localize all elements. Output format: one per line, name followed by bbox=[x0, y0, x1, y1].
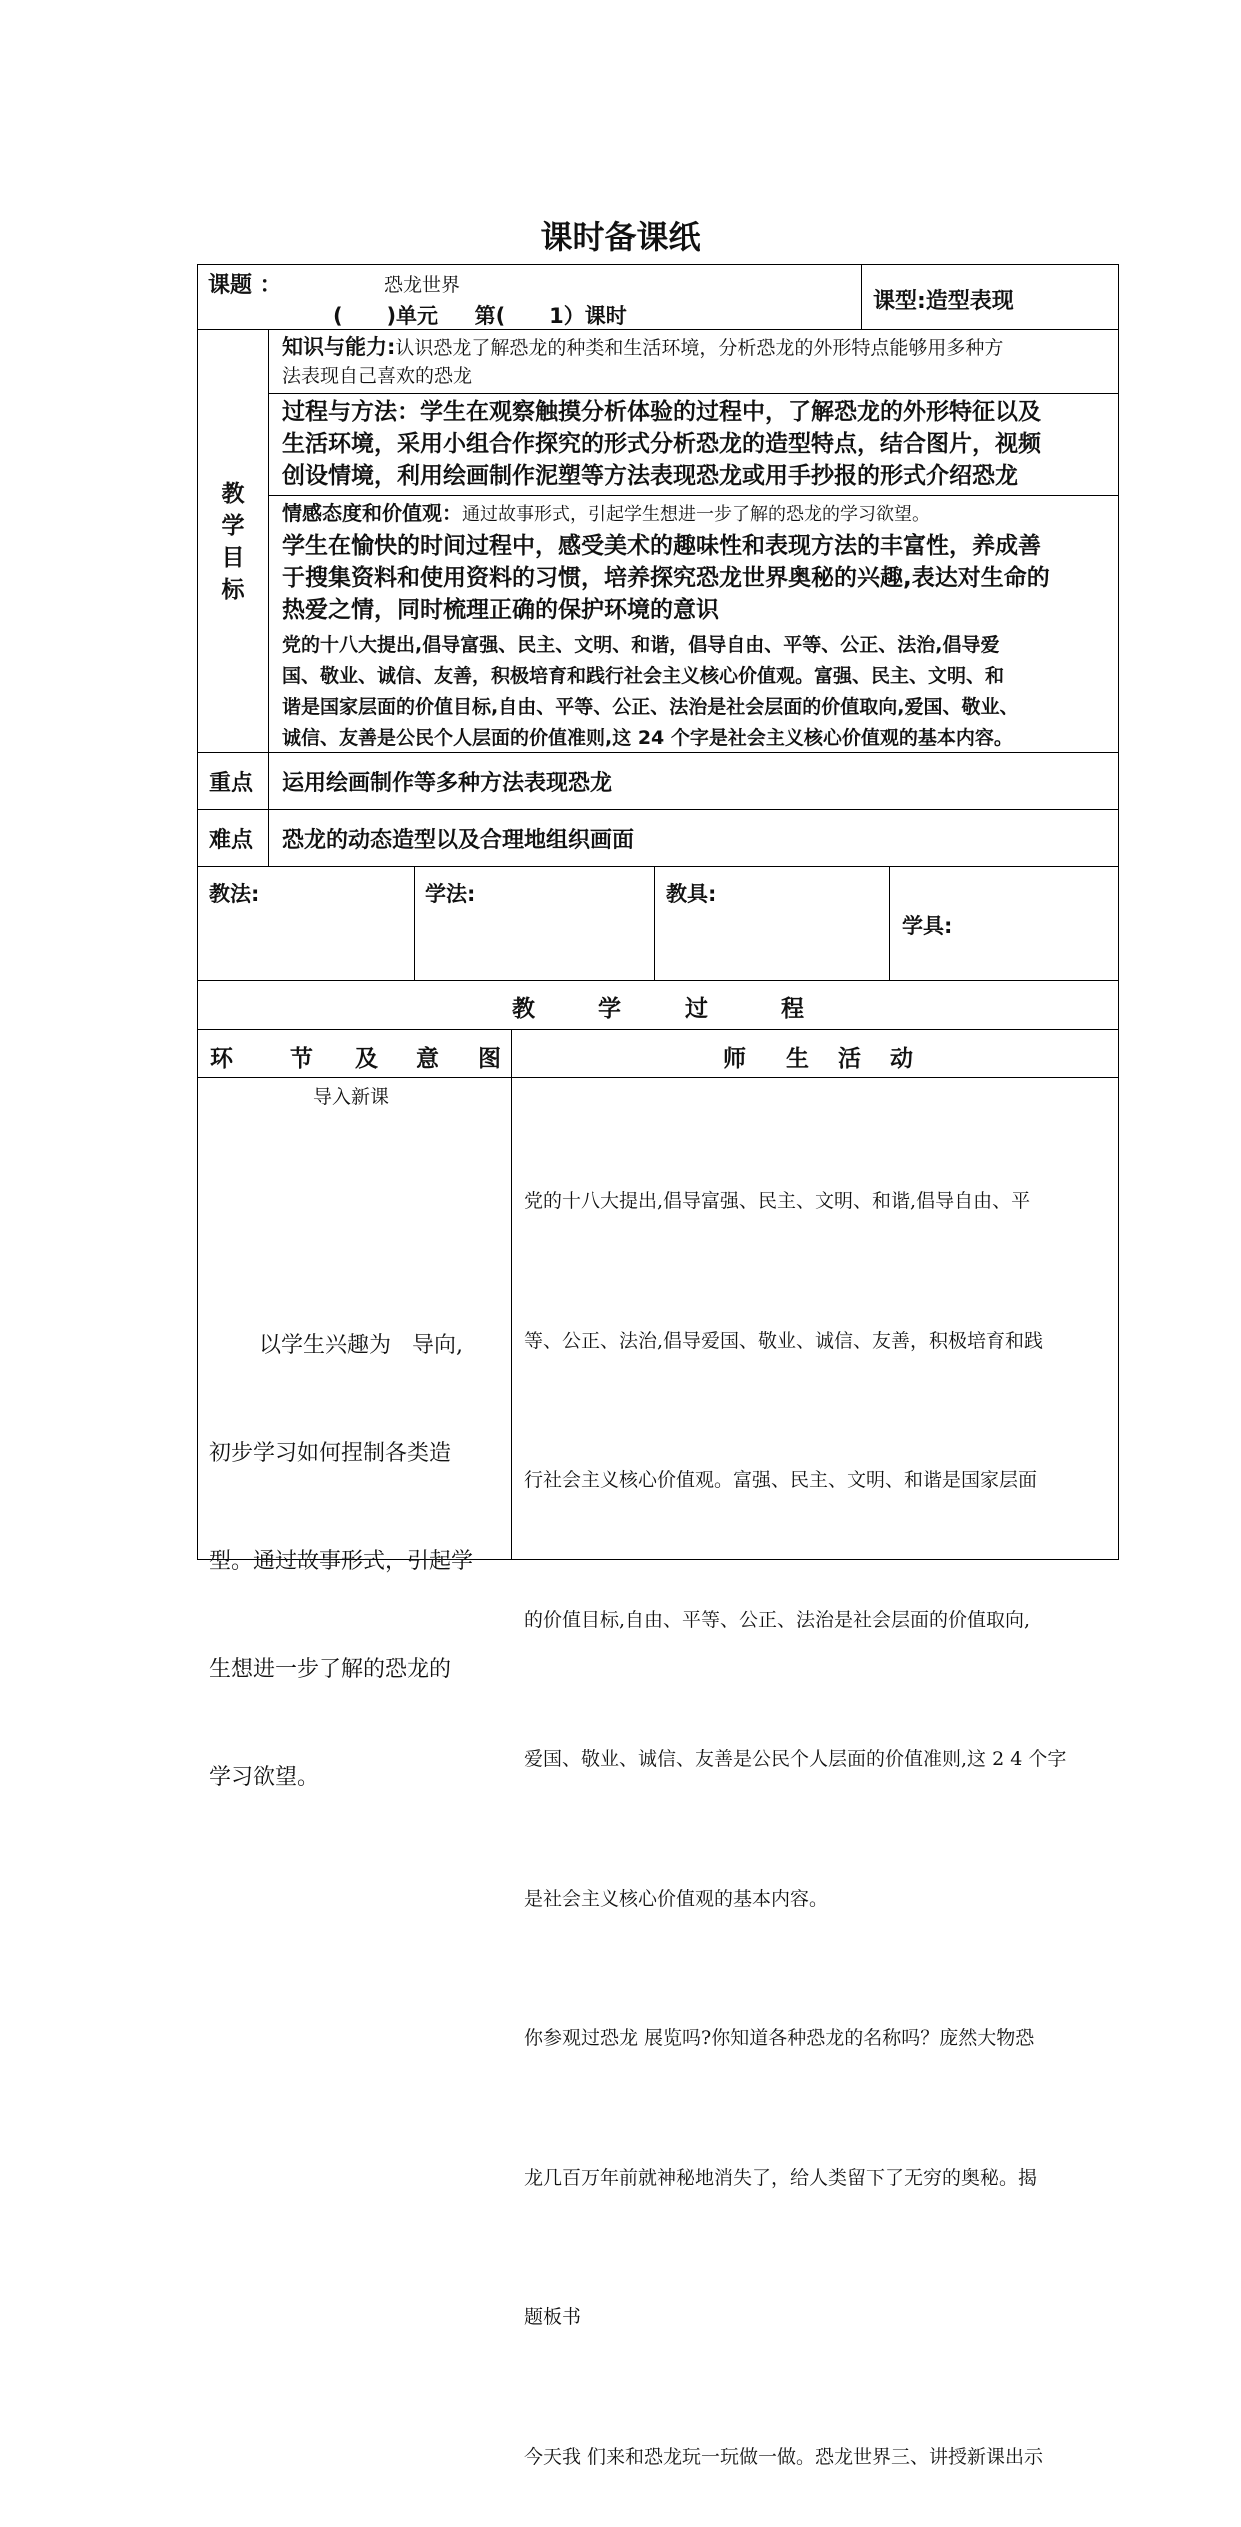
key-point-label: 重点 bbox=[209, 771, 254, 796]
col-header-right-char: 师 bbox=[723, 1046, 746, 1072]
table-border-right bbox=[1118, 264, 1119, 1560]
stage-line: 初步学习如何捏制各类造 bbox=[209, 1441, 452, 1466]
objective-emotion bbox=[282, 498, 1112, 754]
page-title: 课时备课纸 bbox=[540, 218, 701, 256]
activity-line: 龙几百万年前就神秘地消失了，给人类留下了无穷的奥秘。揭 bbox=[524, 2166, 1038, 2189]
activity-line: 你参观过恐龙 展览吗?你知道各种恐龙的名称吗？庞然大物恐 bbox=[524, 2027, 1035, 2049]
col-header-left-char: 图 bbox=[478, 1046, 501, 1072]
activity-line: 爱国、敬业、诚信、友善是公民个人层面的价值准则,这 2 4 个字 bbox=[524, 1748, 1067, 1770]
teacher-student-activity bbox=[524, 1085, 1114, 2527]
stage-line: 以学生兴趣为 导向, bbox=[259, 1333, 463, 1358]
row-divider bbox=[197, 1029, 1119, 1030]
process-heading-char: 学 bbox=[598, 996, 621, 1022]
objectives-label: 教 学 目 标 bbox=[221, 481, 245, 603]
process-heading-char: 程 bbox=[781, 996, 804, 1022]
values-line: 谐是国家层面的价值目标,自由、平等、公正、法治是社会层面的价值取向,爱国、敬业、 bbox=[282, 696, 1019, 718]
table-border-left bbox=[197, 264, 198, 1560]
col-divider bbox=[414, 866, 415, 980]
col-header-right-char: 生 bbox=[786, 1046, 809, 1072]
activity-line: 等、公正、法治,倡导爱国、敬业、诚信、友善，积极培育和践 bbox=[524, 1329, 1044, 1352]
teaching-aids-label: 教具: bbox=[666, 882, 717, 906]
stage-title: 导入新课 bbox=[313, 1086, 390, 1108]
emotion-line: 学生在愉快的时间过程中，感受美术的趣味性和表现方法的丰富性，养成善 bbox=[282, 533, 1041, 559]
emotion-label: 情感态度和价值观： bbox=[282, 501, 462, 525]
knowledge-text: 认识恐龙了解恐龙的种类和生活环境，分析恐龙的外形特点能够用多种方 bbox=[395, 337, 1004, 359]
emotion-line: 热爱之情，同时梳理正确的保护环境的意识 bbox=[282, 597, 719, 623]
col-divider bbox=[654, 866, 655, 980]
activity-line: 党的十八大提出,倡导富强、民主、文明、和谐,倡导自由、平 bbox=[524, 1190, 1031, 1212]
col-header-left-char: 节 bbox=[290, 1046, 313, 1072]
emotion-line: 于搜集资料和使用资料的习惯，培养探究恐龙世界奥秘的兴趣,表达对生命的 bbox=[282, 565, 1050, 591]
process-heading-char: 过 bbox=[685, 996, 708, 1022]
col-header-left-char: 及 bbox=[355, 1046, 378, 1072]
difficulty-label: 难点 bbox=[209, 828, 254, 853]
col-header-left-char: 环 bbox=[210, 1046, 233, 1072]
knowledge-label: 知识与能力: bbox=[282, 335, 396, 359]
row-divider bbox=[197, 866, 1119, 867]
row-divider bbox=[197, 1077, 1119, 1078]
difficulty-text: 恐龙的动态造型以及合理地组织画面 bbox=[282, 828, 635, 853]
topic-label: 课题 ： bbox=[208, 273, 282, 298]
col-header-right-char: 活 bbox=[838, 1046, 861, 1072]
activity-line: 今天我 们来和恐龙玩一玩做一做。恐龙世界三、讲授新课出示 bbox=[524, 2445, 1044, 2468]
knowledge-text: 法表现自己喜欢的恐龙 bbox=[282, 365, 473, 387]
col-divider bbox=[268, 329, 269, 866]
activity-line: 的价值目标,自由、平等、公正、法治是社会层面的价值取向, bbox=[524, 1608, 1031, 1631]
values-line: 党的十八大提出,倡导富强、民主、文明、和谐，倡导自由、平等、公正、法治,倡导爱 bbox=[282, 634, 1000, 656]
row-divider bbox=[197, 809, 1119, 810]
stage-intent bbox=[209, 1256, 507, 1832]
col-divider bbox=[511, 1029, 512, 1560]
stage-line: 学习欲望。 bbox=[209, 1765, 320, 1790]
col-divider bbox=[889, 866, 890, 980]
col-header-right-char: 动 bbox=[890, 1046, 913, 1072]
values-line: 国、敬业、诚信、友善，积极培育和践行社会主义核心价值观。富强、民主、文明、和 bbox=[282, 665, 1005, 687]
activity-line: 题板书 bbox=[524, 2306, 582, 2328]
row-divider bbox=[197, 980, 1119, 981]
process-line: 过程与方法：学生在观察触摸分析体验的过程中，了解恐龙的外形特征以及 bbox=[282, 399, 1041, 425]
stage-line: 生想进一步了解的恐龙的 bbox=[209, 1657, 452, 1682]
unit-line: ( )单元 第( 1）课时 bbox=[333, 304, 627, 328]
emotion-intro: 通过故事形式，引起学生想进一步了解的恐龙的学习欲望。 bbox=[462, 504, 930, 525]
row-divider bbox=[268, 393, 1119, 394]
teaching-method-label: 教法: bbox=[209, 882, 260, 906]
process-line: 创设情境，利用绘画制作泥塑等方法表现恐龙或用手抄报的形式介绍恐龙 bbox=[282, 463, 1018, 489]
process-heading-char: 教 bbox=[512, 996, 535, 1022]
col-header-left-char: 意 bbox=[416, 1046, 439, 1072]
row-divider bbox=[268, 495, 1119, 496]
learning-method-label: 学法: bbox=[425, 882, 476, 906]
key-point-text: 运用绘画制作等多种方法表现恐龙 bbox=[282, 771, 613, 796]
process-line: 生活环境，采用小组合作探究的形式分析恐龙的造型特点，结合图片，视频 bbox=[282, 431, 1041, 457]
objective-knowledge bbox=[282, 333, 1112, 390]
learning-aids-label: 学具: bbox=[902, 914, 953, 938]
lesson-type: 课型:造型表现 bbox=[873, 289, 1014, 314]
col-divider bbox=[861, 264, 862, 329]
values-line: 诚信、友善是公民个人层面的价值准则,这 24 个字是社会主义核心价值观的基本内容。 bbox=[282, 727, 1013, 749]
objective-process bbox=[282, 396, 1112, 492]
stage-line: 型。通过故事形式，引起学 bbox=[209, 1549, 474, 1574]
topic-value: 恐龙世界 bbox=[384, 274, 461, 296]
table-border-top bbox=[197, 264, 1119, 265]
activity-line: 行社会主义核心价值观。富强、民主、文明、和谐是国家层面 bbox=[524, 1469, 1038, 1491]
activity-line: 是社会主义核心价值观的基本内容。 bbox=[524, 1887, 829, 1910]
